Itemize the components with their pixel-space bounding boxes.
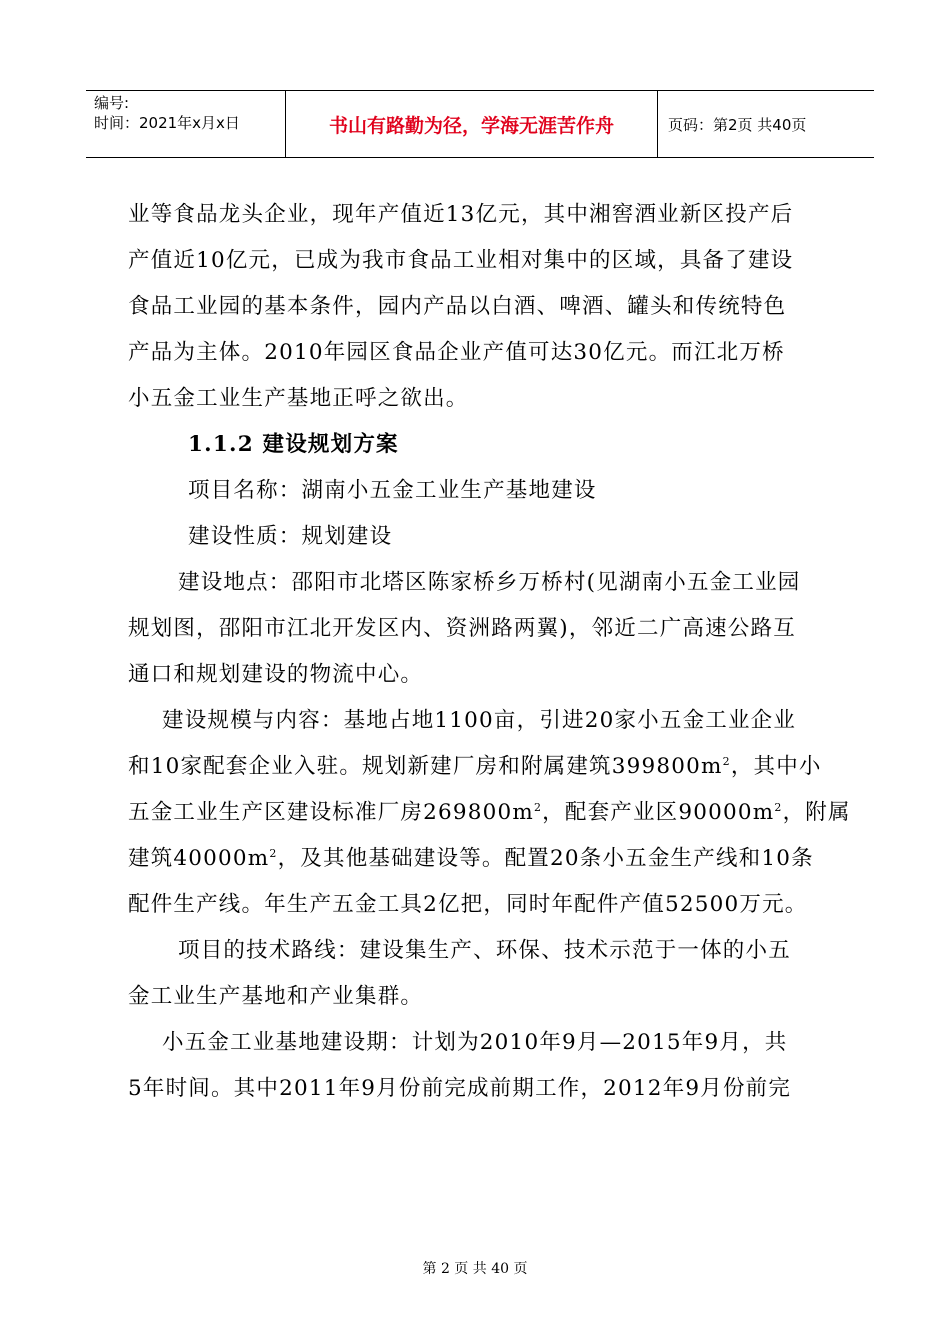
superscript: 2	[774, 800, 783, 814]
body-line: 小五金工业生产基地正呼之欲出。	[128, 386, 469, 411]
scale-line: 建设规模与内容：基地占地1100亩，引进20家小五金工业企业	[162, 708, 797, 733]
header-meta	[86, 91, 286, 157]
scale-line: 配件生产线。年生产五金工具2亿把，同时年配件产值52500万元。	[128, 892, 808, 917]
period-line: 小五金工业基地建设期：计划为2010年9月—2015年9月，共	[162, 1030, 788, 1055]
tech-route-line: 金工业生产基地和产业集群。	[128, 984, 424, 1009]
body-line: 产品为主体。2010年园区食品企业产值可达30亿元。而江北万桥	[128, 340, 785, 365]
document-body	[128, 192, 851, 1112]
project-nature-line: 建设性质：规划建设	[188, 524, 393, 549]
time-label: 时间：2021年x月x日	[94, 114, 240, 132]
scale-line: 五金工业生产区建设标准厂房$269800m^2$，配套产业区$90000m^2$，附属	[128, 800, 851, 825]
location-line: 通口和规划建设的物流中心。	[128, 662, 424, 687]
page-footer: 第 2 页 共 40 页	[422, 1261, 528, 1277]
body-line: 产值近10亿元，已成为我市食品工业相对集中的区域，具备了建设	[128, 248, 794, 273]
header-slogan: 书山有路勤为径，学海无涯苦作舟	[286, 91, 658, 157]
body-line: 食品工业园的基本条件，园内产品以白酒、啤酒、罐头和传统特色	[128, 294, 787, 319]
superscript: 2	[722, 754, 731, 768]
location-line: 建设地点：邵阳市北塔区陈家桥乡万桥村(见湖南小五金工业园	[178, 570, 801, 595]
number-label: 编号:	[94, 94, 130, 112]
header-page-number: 页码：第2页 共40页	[668, 115, 807, 134]
body-line: 业等食品龙头企业，现年产值近13亿元，其中湘窖酒业新区投产后	[128, 202, 794, 227]
tech-route-line: 项目的技术路线：建设集生产、环保、技术示范于一体的小五	[178, 938, 791, 963]
section-heading: 1.1.2 建设规划方案	[188, 432, 399, 457]
superscript: 2	[533, 800, 543, 814]
location-line: 规划图，邵阳市江北开发区内、资洲路两翼)，邻近二广高速公路互	[128, 616, 796, 641]
page-header	[86, 90, 874, 158]
scale-line: 建筑$40000m^2$，及其他基础建设等。配置20条小五金生产线和10条	[128, 846, 814, 871]
superscript: 2	[269, 846, 278, 860]
period-line: 5年时间。其中2011年9月份前完成前期工作，2012年9月份前完	[128, 1076, 792, 1101]
scale-line: 和10家配套企业入驻。规划新建厂房和附属建筑$399800m^2$，其中小	[128, 754, 822, 779]
project-name-line: 项目名称：湖南小五金工业生产基地建设	[188, 478, 597, 503]
